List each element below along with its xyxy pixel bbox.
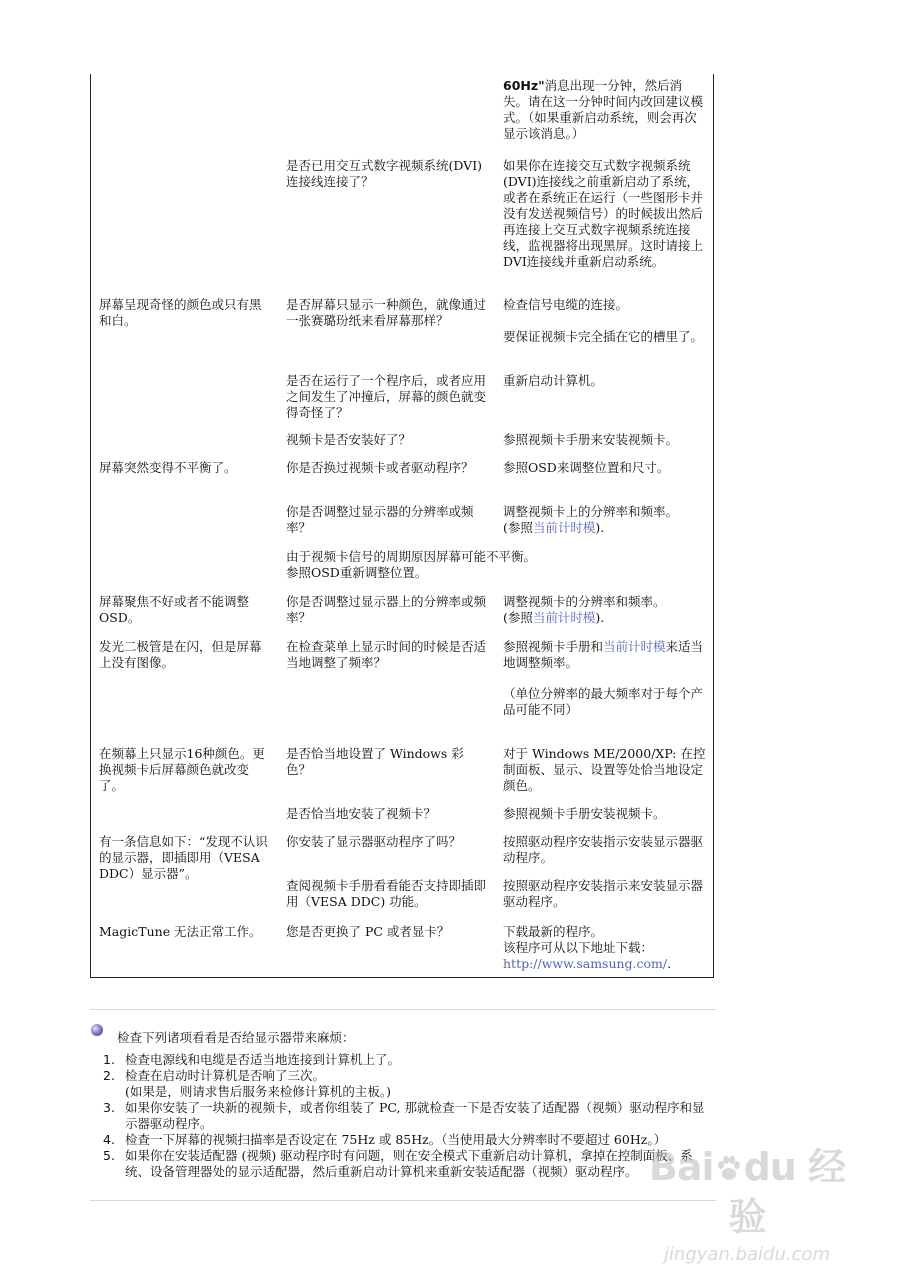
answer-cell: 60Hz"消息出现一分钟，然后消失。请在这一分钟时间内改回建议模式。（如果重新启动系统，则会再次显示该消息。） (503, 78, 704, 141)
list-item: 3. 如果你安装了一块新的视频卡，或者你组装了 PC, 那就检查一下是否安装了适配器（视频）驱动程序和显示器驱动程序。 (103, 1100, 705, 1131)
question-cell: 你安装了显示器驱动程序了吗？ (286, 834, 462, 849)
question-cell: 是否在运行了一个程序后，或者应用之间发生了冲撞后，屏幕的颜色就变得奇怪了？ (286, 373, 487, 420)
list-item: 1. 检查电源线和电缆是否适当地连接到计算机上了。 (103, 1052, 401, 1067)
answer-cell: 参照视频卡手册和当前计时模来适当地调整频率。 (503, 639, 704, 670)
symptom-cell: 屏幕呈现奇怪的颜色或只有黑和白。 (99, 297, 262, 328)
list-item: 4. 检查一下屏幕的视频扫描率是否设定在 75Hz 或 85Hz。（当使用最大分辨率时不要超过 60Hz。） (103, 1132, 667, 1147)
watermark-logo: Bai du 经验 (648, 1145, 846, 1239)
answer-cell: （单位分辨率的最大频率对于每个产品可能不同） (503, 686, 704, 717)
answer-cell: 检查信号电缆的连接。 (503, 297, 629, 312)
answer-cell: 按照驱动程序安装指示来安装显示器驱动程序。 (503, 878, 704, 909)
question-cell: 视频卡是否安装好了？ (286, 432, 412, 447)
separator-line (90, 1009, 716, 1010)
note-cell: 由于视频卡信号的周期原因屏幕可能不平衡。 参照OSD重新调整位置。 (286, 549, 537, 580)
answer-cell: 调整视频卡上的分辨率和频率。 (参照当前计时模). (503, 504, 679, 535)
question-cell: 是否屏幕只显示一种颜色，就像通过一张赛璐玢纸来看屏幕那样？ (286, 297, 487, 328)
baidu-watermark (642, 1142, 852, 1265)
separator-line (90, 1200, 716, 1201)
answer-cell: 参照视频卡手册安装视频卡。 (503, 806, 666, 821)
question-cell: 在检查菜单上显示时间的时候是否适当地调整了频率？ (286, 639, 487, 670)
answer-cell: 如果你在连接交互式数字视频系统(DVI)连接线之前重新启动了系统，或者在系统正在运行（一些图形卡并没有发送视频信号）的时候拔出然后再连接上交互式数字视频系统连接线，监视器将出现黑屏。这时请接上DVI连接线并重新启动系统。 (503, 158, 704, 269)
answer-cell: 参照视频卡手册来安装视频卡。 (503, 432, 679, 447)
symptom-cell: MagicTune 无法正常工作。 (99, 924, 262, 939)
answer-cell: 调整视频卡的分辨率和频率。 (参照当前计时模). (503, 594, 666, 625)
question-cell: 你是否换过视频卡或者驱动程序？ (286, 460, 474, 475)
timing-mode-link[interactable]: 当前计时模 (532, 610, 596, 625)
checklist-intro: 检查下列诸项看看是否给显示器带来麻烦： (117, 1030, 355, 1045)
question-cell: 是否恰当地设置了 Windows 彩色？ (286, 746, 464, 777)
answer-cell: 要保证视频卡完全插在它的槽里了。 (503, 329, 704, 344)
question-cell: 查阅视频卡手册看看能否支持即插即用（VESA DDC) 功能。 (286, 878, 487, 909)
answer-cell: 参照OSD来调整位置和尺寸。 (503, 460, 670, 475)
answer-cell: 对于 Windows ME/2000/XP: 在控制面板、显示、设置等处恰当地设定颜色。 (503, 746, 706, 793)
paw-icon (714, 1154, 744, 1184)
answer-cell: 按照驱动程序安装指示安装显示器驱动程序。 (503, 834, 704, 865)
question-cell: 你是否调整过显示器的分辨率或频率？ (286, 504, 474, 535)
samsung-link[interactable]: http://www.samsung.com/ (503, 956, 668, 971)
question-cell: 是否已用交互式数字视频系统(DVI)连接线连接了？ (286, 158, 483, 189)
list-item: 2. 检查在启动时计算机是否响了三次。 (如果是，则请求售后服务来检修计算机的主板。) (103, 1068, 392, 1099)
bullet-icon (91, 1024, 103, 1036)
question-cell: 是否恰当地安装了视频卡？ (286, 806, 437, 821)
checklist (103, 1052, 715, 1180)
question-cell: 你是否调整过显示器上的分辨率或频率？ (286, 594, 487, 625)
answer-cell: 重新启动计算机。 (503, 373, 604, 388)
list-item: 5. 如果你在安装适配器 (视频) 驱动程序时有问题，则在安全模式下重新启动计算机，拿掉在控制面板、系统、设备管理器处的显示适配器，然后重新启动计算机来重新安装适配器（视频）驱动程序。 (103, 1148, 693, 1179)
answer-cell: 下载最新的程序。 该程序可从以下地址下载： http://www.samsung.com/. (503, 924, 672, 971)
timing-mode-link[interactable]: 当前计时模 (603, 639, 666, 654)
symptom-cell: 屏幕突然变得不平衡了。 (99, 460, 237, 475)
watermark-url: jingyan.baidu.com (663, 1244, 831, 1265)
symptom-cell: 在频幕上只显示16种颜色。更换视频卡后屏幕颜色就改变了。 (99, 746, 265, 793)
symptom-cell: 有一条信息如下：“发现不认识的显示器，即插即用（VESA DDC）显示器”。 (99, 834, 268, 881)
question-cell: 您是否更换了 PC 或者显卡？ (286, 924, 450, 939)
symptom-cell: 发光二极管是在闪，但是屏幕上没有图像。 (99, 639, 262, 670)
timing-mode-link[interactable]: 当前计时模 (532, 520, 596, 535)
symptom-cell: 屏幕聚焦不好或者不能调整OSD。 (99, 594, 250, 625)
